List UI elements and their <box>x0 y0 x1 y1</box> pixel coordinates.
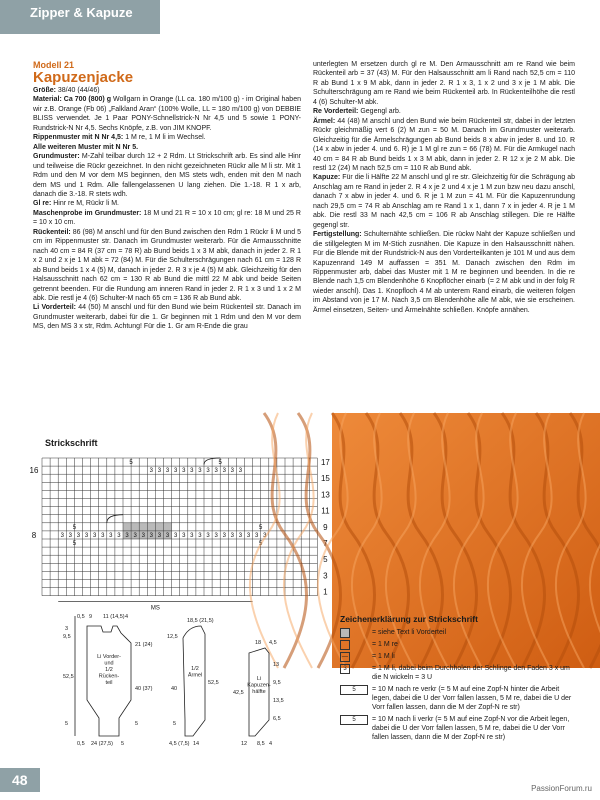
chart-label: 3 <box>92 532 97 539</box>
piece-label: 1/2 Ärmel <box>187 666 203 679</box>
page-number: 48 <box>12 772 28 788</box>
paragraph-text: 86 (98) M anschl und für den Bund zwischen den Rdm 1 Rückr li M und 5 cm im Rippenmuster str. Danach im Grundmuster weiterarb. Für die Armausschnitte nach 40 cm = 84 R (37 cm = 78 R) ab Bund beids 1 x 3 M abk, danach in jeder 2. R 1 x 2 und 2 x je 1 M abk = 72 (84) M. Für die Schulterschrägungen nach 61 cm = 128 R ab Bund beids 1 x 4 (5) M, danach in jeder 2. R 3 x je 4 (5) M abk. Gleichzeitig für den Halsausschnitt nach 62 cm = 130 R ab Bund die mittl 22 M abk und beide Seiten getrennt beenden. Für die Rundung am inneren Rand in jeder 2. R 1 x 3 und 1 x 2 M abk. Die restl je 4 (6) Schulter-M nach 65 cm = 136 R ab Bund abk. <box>33 228 301 302</box>
chart-legend <box>340 615 580 745</box>
paragraph-label: Maschenprobe im Grundmuster: <box>33 209 142 217</box>
paragraph-text: 1 M re, 1 M li im Wechsel. <box>123 134 206 142</box>
paragraph-label: Fertigstellung: <box>313 231 362 239</box>
chart-label: 3 <box>76 532 81 539</box>
back-dim-top-1: 0,5 <box>77 614 85 620</box>
chart-label: 3 <box>190 468 194 475</box>
paragraph-text: 44 (48) M anschl und den Bund wie beim Rückenteil str, dabei in der letzten Rückr gleichmäßig vert 6 (2) M zun = 50 M. Danach im Grundmuster weiterarb. Gleichzeitig für die Ärmelschrägungen ab Bund beids 8 x abw in jeder 8. und 10. R (14 x abw in jeder 4. und 6. R) je 1 M gl re zun = 66 (78) M. Für die Armkugel nach 40 cm = 84 R ab Bund beids 1 x 3 M abk, dann in jeder 2. R 12 x je 2 M abk. Die restl 12 (24) M nach 52,5 cm = 110 R ab Bund abk. <box>313 117 575 172</box>
sleeve-dim-left-1: 12,5 <box>167 634 178 640</box>
chart-label: 3 <box>230 468 235 475</box>
chart-label: 5 <box>218 460 222 466</box>
paragraph-label: Gl re: <box>33 200 52 208</box>
chart-label: 3 <box>254 532 259 539</box>
paragraph <box>33 143 301 152</box>
back-dim-bottom-3: 5 <box>121 741 125 747</box>
paragraph <box>33 228 301 304</box>
chart-label: 3 <box>157 468 162 475</box>
hood-dim-top-1: 18 <box>255 640 262 646</box>
model-number: Modell 21 <box>33 60 75 70</box>
chart-label: 3 <box>133 532 137 539</box>
sleeve-dim-top: 18,5 (21,5) <box>187 618 214 624</box>
paragraph-label: Rückenteil: <box>33 228 71 236</box>
legend-item <box>340 715 580 742</box>
chart-label: 5 <box>72 541 77 547</box>
hood-dim-right-3: 13,5 <box>273 698 284 704</box>
chart-label: 3 <box>149 468 154 475</box>
chart-label: 5 <box>129 460 133 466</box>
back-dim-left-4: 5 <box>65 721 69 727</box>
paragraph-label: Alle weiteren Muster mit N Nr 5. <box>33 143 139 151</box>
legend-text: = 1 M li, dabei beim Durchholen der Schlinge den Faden 3 x um die N wickeln = 3 U <box>372 665 570 681</box>
paragraph-text: 44 (50) M anschl und für den Bund wie beim Rückenteil str. Danach im Grundmuster weiterarb, dabei für die 1. Gr beginnen mit 1 Rdm und den M vor dem MS, den MS 3 x str, Rdm. Achtung! Für die 1. Gr am R-Ende die grau <box>33 304 301 331</box>
chart-label: 5 <box>323 555 328 565</box>
back-dim-top-2: 9 <box>89 614 93 620</box>
legend-item <box>340 664 580 682</box>
paragraph-text: 18 M und 21 R = 10 x 10 cm; gl re: 18 M und 25 R = 10 x 10 cm. <box>33 209 301 227</box>
hood-dim-right-1: 13 <box>273 662 280 668</box>
back-dim-left-3: 52,5 <box>63 674 74 680</box>
chart-label: 3 <box>222 532 226 539</box>
legend-text: = 1 M li <box>372 653 395 660</box>
chart-label: 3 <box>141 532 145 539</box>
chart-title: Strickschrift <box>45 438 98 448</box>
chart-label: 3 <box>101 532 105 539</box>
chart-label: 3 <box>109 532 113 539</box>
chart-label: 3 <box>149 532 154 539</box>
hood-dim-bottom-2: 8,5 <box>257 741 265 747</box>
instructions-right-column <box>313 60 575 315</box>
legend-text: = siehe Text li Vorderteil <box>372 629 446 636</box>
paragraph <box>33 95 301 133</box>
chart-label: 3 <box>198 468 202 475</box>
chart-label: 3 <box>238 532 243 539</box>
instructions-left-column <box>33 60 301 332</box>
chart-label: 3 <box>222 468 226 475</box>
paragraph-label: Grundmuster: <box>33 153 80 161</box>
paragraph-text: Schulternähte schließen. Die rückw Naht der Kapuze schließen und die stillgelegten M im M-Stich zusnähen. Die Kapuze in den Halsausschnitt nähen. Für die Blende mit der Rundstrick-N aus den Vorderteilkanten je 101 M und aus dem Kapuzenrand 149 M auffassen = 351 M. Danach zwischen den Rdm im Rippenmuster arb, dabei das Muster mit 1 M re beginnen und beenden. In die re Blende nach 1,5 cm Blendenhöhe 6 Knopflöcher einarb (= 2 M abk und in der folg R wieder anschl). Das 1. Knopfloch 4 M ab unterem Rand einarb, die weiteren folgen im Abstand von je 17 M. Nach 3,5 cm Blendenhöhe alle M abk, wie sie erscheinen. Ärmel einsetzen, Seiten- und Ärmelnähte schließen. Knöpfe annähen. <box>313 231 575 314</box>
chart-label: 3 <box>157 532 162 539</box>
chart-label: 3 <box>182 532 186 539</box>
paragraph <box>313 117 575 174</box>
back-dim-right-1: 21 (24) <box>135 642 153 648</box>
legend-symbol: 5 <box>340 715 368 725</box>
chart-label: 1 <box>323 587 328 597</box>
article-title: Kapuzenjacke <box>33 69 134 86</box>
back-dim-left-2: 9,5 <box>63 634 71 640</box>
paragraph-text: Wollgarn in Orange (LL ca. 180 m/100 g) - im Original haben wir z.B. Orange (Fb 06) „Falkland Aran“ (100% Wolle, LL = 180 m/100 g) von DEBBIE BLISS verwendet. Je 1 Paar PONY-Schnellstrick-N Nr 4,5 und 5 sowie 1 PONY-Rundstrick-N Nr 4,5. Sechs Knöpfe, z.B. von JIM KNOPF. <box>33 96 301 132</box>
paragraph <box>313 60 575 107</box>
back-dim-top-3: 11 (14,5) <box>103 614 125 620</box>
chart-label: 3 <box>263 532 267 539</box>
chart-label: 8 <box>31 530 37 540</box>
paragraph <box>33 152 301 199</box>
chart-label: 3 <box>117 532 121 539</box>
paragraph-text: 38/40 (44/46) <box>55 87 100 94</box>
back-dim-bottom-1: 0,5 <box>77 741 85 747</box>
paragraph-label: Kapuze: <box>313 174 341 182</box>
back-dim-top-4: 4 <box>125 614 129 620</box>
paragraph-text: Gegengl arb. <box>358 108 401 116</box>
chart-label: 3 <box>125 532 129 539</box>
chart-label: 3 <box>206 468 210 475</box>
legend-symbol: 5 <box>340 685 368 695</box>
legend-text: = 10 M nach li verkr (= 5 M auf eine Zopf-N vor die Arbeit legen, dabei die U der Vorr fallen lassen, 5 M re, dabei die U der Vorr fallen lassen, dann die M der Zopf-N re str) <box>372 716 570 741</box>
hood-dim-bottom-3: 4 <box>269 741 273 747</box>
chart-label: 3 <box>60 532 64 539</box>
paragraph-label: Re Vorderteil: <box>313 108 359 116</box>
chart-label: 3 <box>68 532 73 539</box>
chart-label: 17 <box>320 458 330 467</box>
chart-label: 11 <box>321 506 330 516</box>
chart-label: 13 <box>320 490 330 500</box>
hood-dim-left: 42,5 <box>233 690 244 696</box>
chart-label: 3 <box>198 532 202 539</box>
chart-label: 5 <box>72 524 77 531</box>
paragraph-text: Hinr re M, Rückr li M. <box>51 200 119 208</box>
garment-schematics <box>55 605 305 748</box>
chart-label: 3 <box>214 468 218 475</box>
piece-label: Li Vorder-und 1/2 Rücken-teil <box>97 654 121 686</box>
chart-label: 3 <box>182 468 186 475</box>
paragraph <box>313 173 575 230</box>
chart-label: 5 <box>259 541 263 547</box>
legend-symbol <box>340 628 350 638</box>
back-dim-bottom-2: 24 (27,5) <box>91 741 114 747</box>
sleeve-dim-left-3: 5 <box>173 721 177 727</box>
chart-label: 3 <box>230 532 235 539</box>
paragraph <box>33 133 301 142</box>
paragraph <box>33 303 301 331</box>
sleeve-dim-right: 52,5 <box>208 680 219 686</box>
chart-label: 9 <box>323 522 328 532</box>
back-dim-right-2: 40 (37) <box>135 686 153 692</box>
chart-label: 3 <box>165 468 170 475</box>
section-header-bar <box>0 0 160 34</box>
legend-text: = 1 M re <box>372 641 398 648</box>
paragraph-label: Ärmel: <box>313 117 336 125</box>
sleeve-dim-left-2: 40 <box>171 686 178 692</box>
chart-label: 3 <box>214 532 218 539</box>
chart-label: 3 <box>173 468 178 475</box>
paragraph <box>33 199 301 208</box>
watermark: PassionForum.ru <box>531 784 592 793</box>
legend-text: = 10 M nach re verkr (= 5 M auf eine Zopf-N hinter die Arbeit legen, dabei die U der Vorr fallen lassen, 5 M re, dabei die U der Vorr fallen lassen, dann die M der Zopf-N re str) <box>372 686 572 711</box>
hood-dim-bottom-1: 12 <box>241 741 248 747</box>
chart-label: 3 <box>173 532 178 539</box>
chart-label: 3 <box>323 571 328 581</box>
paragraph <box>313 107 575 116</box>
chart-label: 7 <box>323 539 328 548</box>
legend-item <box>340 685 580 712</box>
chart-label: MS <box>150 605 160 612</box>
legend-symbol: 3 <box>340 664 350 674</box>
legend-item <box>340 628 580 637</box>
piece-label: Li Kapuzen-hälfte <box>247 676 271 695</box>
legend-item <box>340 652 580 661</box>
paragraph-label: Material: Ca 700 (800) g <box>33 96 111 104</box>
chart-label: 15 <box>320 474 330 484</box>
paragraph-text: M-Zahl teilbar durch 12 + 2 Rdm. Lt Strickschrift arb. Es sind alle Hinr und teilweise die Rückr gezeichnet. In den nicht gezeichneten Rückr alle M li str. Mit 1 Rdm und den M vor dem MS beginnen, den MS stets wdh, enden mit den M nach dem MS und 1 Rdm. Alle fallengelassenen U lang ziehen. Die 1.-18. R 1 x arb, danach die 3.-18. R stets wdh. <box>33 153 301 198</box>
paragraph <box>33 209 301 228</box>
chart-label: 3 <box>206 532 210 539</box>
back-dim-left-1: 3 <box>65 626 69 632</box>
legend-symbol <box>340 640 350 650</box>
page-number-box <box>0 768 40 792</box>
legend-symbol: — <box>342 654 348 660</box>
chart-label: 3 <box>84 532 89 539</box>
paragraph-label: Rippenmuster mit N Nr 4,5: <box>33 134 124 142</box>
hood-dim-right-2: 9,5 <box>273 680 281 686</box>
hood-dim-top-2: 4,5 <box>269 640 277 646</box>
chart-label: 3 <box>165 532 170 539</box>
chart-label: 16 <box>29 466 39 476</box>
hood-dim-right-4: 6,5 <box>273 716 281 722</box>
paragraph <box>33 86 301 95</box>
knitting-chart <box>29 452 340 612</box>
chart-label: 3 <box>246 532 251 539</box>
chart-label: 3 <box>190 532 194 539</box>
paragraph-text: unterlegten M ersetzen durch gl re M. Den Armausschnitt am re Rand wie beim Rückenteil arb = 37 (43) M. Für den Halsausschnitt am li Rand nach 52,5 cm = 110 R ab Bund 1 x 9 M abk, dann in jeder 2. R 1 x 3, 1 x 2 und 3 x je 1 M abk. Die Schulterschrägung am re Rand wie beim Rückenteil arb. In Rückenteilhöhe die restl 4 (6) Schulter-M abk. <box>313 61 575 106</box>
sleeve-dim-bottom-2: 14 <box>193 741 200 747</box>
legend-item <box>340 640 580 649</box>
chart-label: 3 <box>238 468 243 475</box>
sleeve-dim-bottom-1: 4,5 (7,5) <box>169 741 190 747</box>
paragraph-label: Li Vorderteil: <box>33 304 76 312</box>
paragraph-label: Größe: <box>33 87 56 94</box>
paragraph-text: Für die li Hälfte 22 M anschl und gl re str. Gleichzeitig für die Schrägung ab Anschlag am re Rand in jeder 2. R 4 x je 2 und 4 x je 1 M zun bzw neu dazu anschl, danach 7 x abw in jeder 4. und 6. R je 1 M zun = 41 M. Für die Kapuzenrundung nach 29,5 cm = 74 R ab Anschlag am re Rand 1 x 1, dann 7 x in jeder 4. R je 1 M abk. Die restl 33 M nach 42,5 cm = 106 R ab Anschlag stillegen. Die re Hälfte gegengl str. <box>313 174 575 229</box>
paragraph <box>313 230 575 315</box>
section-title: Zipper & Kapuze <box>30 5 133 20</box>
chart-label: 5 <box>259 524 263 531</box>
back-dim-right-3: 5 <box>135 721 139 727</box>
legend-title: Zeichenerklärung zur Strickschrift <box>340 614 478 624</box>
